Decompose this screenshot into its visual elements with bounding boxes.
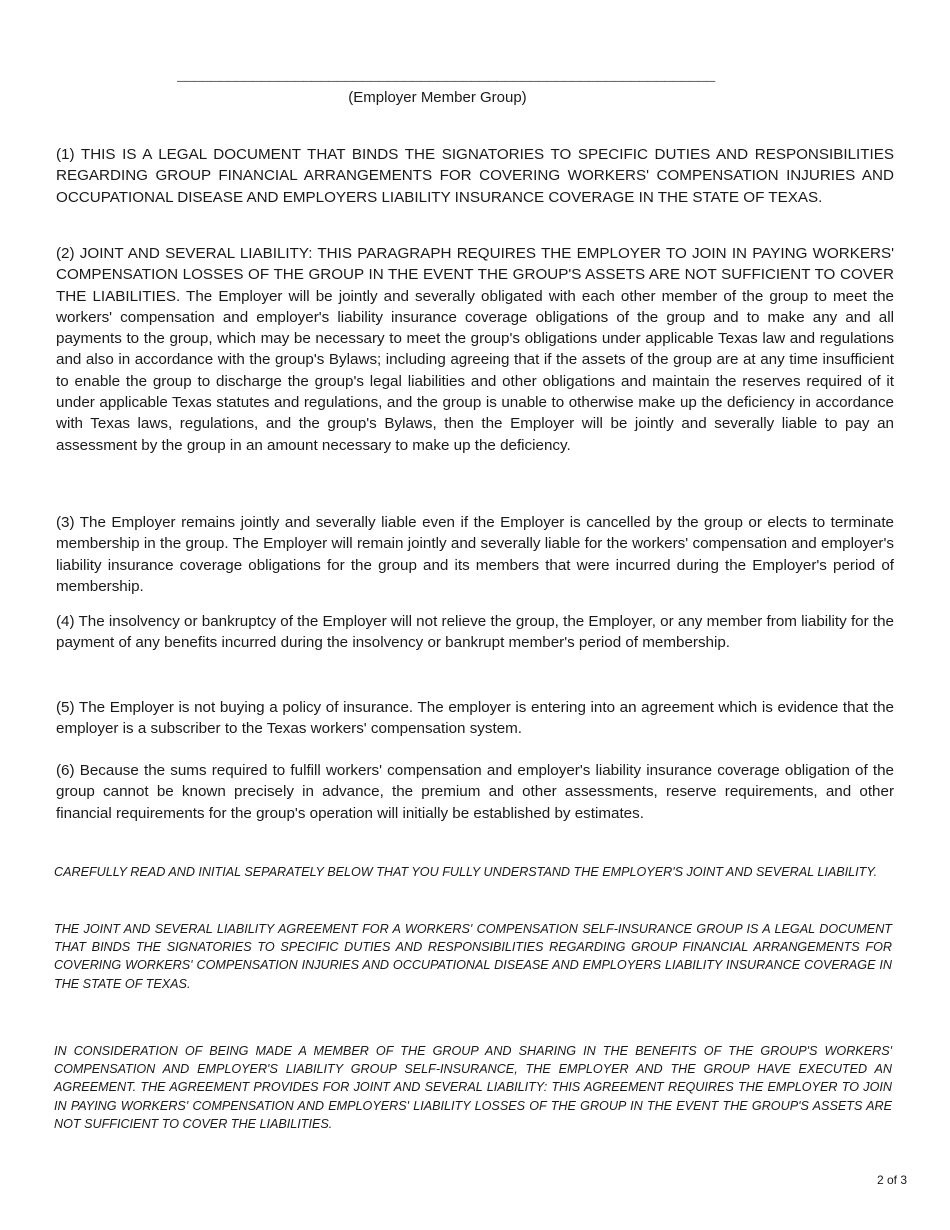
page-number: 2 of 3	[876, 1173, 907, 1187]
consideration-notice: IN CONSIDERATION OF BEING MADE A MEMBER OF THE GROUP AND SHARING IN THE BENEFITS OF THE GROUP'S WORKERS' COMPENSATION AND EMPLOYER'S LIABILITY GROUP SELF-INSURANCE, THE EMPLOYER AND THE GROUP HAVE EXECUTED AN AGREEMENT. THE AGREEMENT PROVIDES FOR JOINT AND SEVERAL LIABILITY: THIS AGREEMENT REQUIRES THE EMPLOYER TO JOIN IN PAYING WORKERS' COMPENSATION AND EMPLOYERS' LIABILITY LOSSES OF THE GROUP IN THE EVENT THE GROUP'S ASSETS ARE NOT SUFFICIENT TO COVER THE LIABILITIES.	[54, 1044, 892, 1131]
employer-member-group-caption: (Employer Member Group)	[348, 89, 527, 106]
paragraph-4: (4) The insolvency or bankruptcy of the Employer will not relieve the group, the Employer, or any member from liability for the payment of any benefits incurred during the insolvency or bankrupt member's period of membership.	[56, 613, 894, 652]
paragraph-3: (3) The Employer remains jointly and severally liable even if the Employer is cancelled by the group or elects to terminate membership in the group. The Employer will remain jointly and severally liable for the workers' compensation and employer's liability insurance coverage obligations for the group and its members that were incurred during the Employer's period of membership.	[56, 514, 894, 595]
initial-instruction-notice: CAREFULLY READ AND INITIAL SEPARATELY BELOW THAT YOU FULLY UNDERSTAND THE EMPLOYER'S JOINT AND SEVERAL LIABILITY.	[54, 865, 878, 879]
paragraph-2-joint-several-liability: (2) JOINT AND SEVERAL LIABILITY: THIS PARAGRAPH REQUIRES THE EMPLOYER TO JOIN IN PAYING WORKERS' COMPENSATION LOSSES OF THE GROUP IN THE EVENT THE GROUP'S ASSETS ARE NOT SUFFICIENT TO COVER THE LIABILITIES. The Employer will be jointly and severally obligated with each other member of the group to meet the workers' compensation and employer's liability insurance coverage obligations of the group and to make any and all payments to the group, which may be necessary to meet the group's obligations under applicable Texas law and regulations and also in accordance with the group's Bylaws; including agreeing that if the assets of the group are at any time insufficient to enable the group to discharge the group's legal liabilities and other obligations and maintain the reserves required of it under applicable Texas statutes and regulations, and the group is unable to otherwise make up the deficiency in accordance with Texas laws, regulations, and the group's Bylaws, then the Employer will be jointly and severally liable to pay an assessment by the group in an amount necessary to make up the deficiency.	[56, 245, 894, 454]
paragraph-6: (6) Because the sums required to fulfill workers' compensation and employer's liability insurance coverage obligation of the group cannot be known precisely in advance, the premium and other assessments, reserve requirements, and other financial requirements for the group's operation will initially be established by estimates.	[56, 762, 894, 822]
paragraph-1: (1) THIS IS A LEGAL DOCUMENT THAT BINDS THE SIGNATORIES TO SPECIFIC DUTIES AND RESPONSIBILITIES REGARDING GROUP FINANCIAL ARRANGEMENTS FOR COVERING WORKERS' COMPENSATION INJURIES AND OCCUPATIONAL DISEASE AND EMPLOYERS LIABILITY INSURANCE COVERAGE IN THE STATE OF TEXAS.	[56, 146, 894, 206]
legal-document-notice: THE JOINT AND SEVERAL LIABILITY AGREEMENT FOR A WORKERS' COMPENSATION SELF-INSURANCE GROUP IS A LEGAL DOCUMENT THAT BINDS THE SIGNATORIES TO SPECIFIC DUTIES AND RESPONSIBILITIES REGARDING GROUP FINANCIAL ARRANGEMENTS FOR COVERING WORKERS' COMPENSATION INJURIES AND OCCUPATIONAL DISEASE AND EMPLOYERS LIABILITY INSURANCE COVERAGE IN THE STATE OF TEXAS.	[54, 922, 892, 991]
paragraph-5: (5) The Employer is not buying a policy of insurance. The employer is entering into an agreement which is evidence that the employer is a subscriber to the Texas workers' compensation system.	[56, 699, 894, 738]
employer-signature-line: ________________________________________________________________	[177, 68, 715, 85]
